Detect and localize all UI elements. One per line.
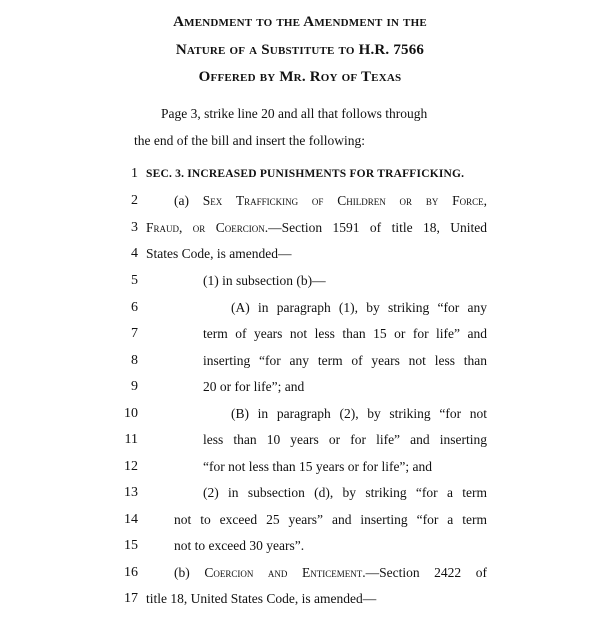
bill-text-line: (1) in subsection (b)— (203, 273, 326, 288)
line-number: 1 (131, 166, 138, 181)
amendment-title-line-3: Offered by Mr. Roy of Texas (198, 69, 402, 85)
subsection-a-label: (a) (174, 193, 203, 208)
line-number: 15 (124, 538, 138, 553)
section-heading: SEC. 3. INCREASED PUNISHMENTS FOR TRAFFICKING. (146, 168, 465, 180)
line-number: 8 (131, 353, 138, 368)
subsection-b-title: Coercion and Enticement. (204, 565, 366, 580)
bill-text-line: 20 or for life”; and (203, 379, 305, 394)
amendment-title-line-1: Amendment to the Amendment in the (173, 14, 427, 30)
bill-text-line: (B) in paragraph (2), by striking “for not (231, 406, 487, 421)
line-number: 4 (131, 246, 138, 261)
subsection-a-title: Sex Trafficking of Children or by Force, (202, 193, 488, 208)
bill-text-line: (A) in paragraph (1), by striking “for any (231, 300, 487, 315)
line-number: 9 (131, 379, 138, 394)
line-number: 2 (131, 193, 138, 208)
bill-text-line: less than 10 years or for life” and inserting (203, 432, 487, 447)
subsection-a-title-cont: Fraud, or Coercion. (146, 220, 269, 235)
line-number: 3 (131, 220, 138, 235)
line-number: 11 (124, 432, 138, 447)
subsection-b-text: —Section 2422 of (365, 565, 487, 580)
line-number: 13 (124, 485, 138, 500)
subsection-a-text: —Section 1591 of title 18, United (268, 220, 487, 235)
bill-text-line: inserting “for any term of years not less than (203, 353, 487, 368)
subsection-a-heading-line (174, 188, 487, 215)
bill-text-line: not to exceed 25 years” and inserting “for a term (174, 512, 487, 527)
subsection-b-heading-line (174, 560, 487, 587)
bill-text-line: title 18, United States Code, is amended— (146, 591, 377, 606)
line-number: 14 (124, 512, 138, 527)
line-number: 5 (131, 273, 138, 288)
bill-text-line: States Code, is amended— (146, 246, 292, 261)
line-number: 16 (124, 565, 138, 580)
line-number: 12 (124, 459, 138, 474)
line-number: 10 (124, 406, 138, 421)
intro-line-2: the end of the bill and insert the following: (134, 133, 365, 148)
bill-text-line: “for not less than 15 years or for life”; and (203, 459, 433, 474)
line-number: 7 (131, 326, 138, 341)
line-number: 17 (124, 591, 138, 606)
subsection-b-label: (b) (174, 565, 205, 580)
intro-line-1: Page 3, strike line 20 and all that follows through (161, 106, 428, 121)
subsection-a-heading-cont (146, 215, 487, 242)
bill-text-line: (2) in subsection (d), by striking “for a term (203, 485, 487, 500)
amendment-title-line-2: Nature of a Substitute to H.R. 7566 (175, 42, 425, 58)
line-number: 6 (131, 300, 138, 315)
bill-text-line: term of years not less than 15 or for life” and (203, 326, 487, 341)
bill-text-line: not to exceed 30 years”. (174, 538, 305, 553)
